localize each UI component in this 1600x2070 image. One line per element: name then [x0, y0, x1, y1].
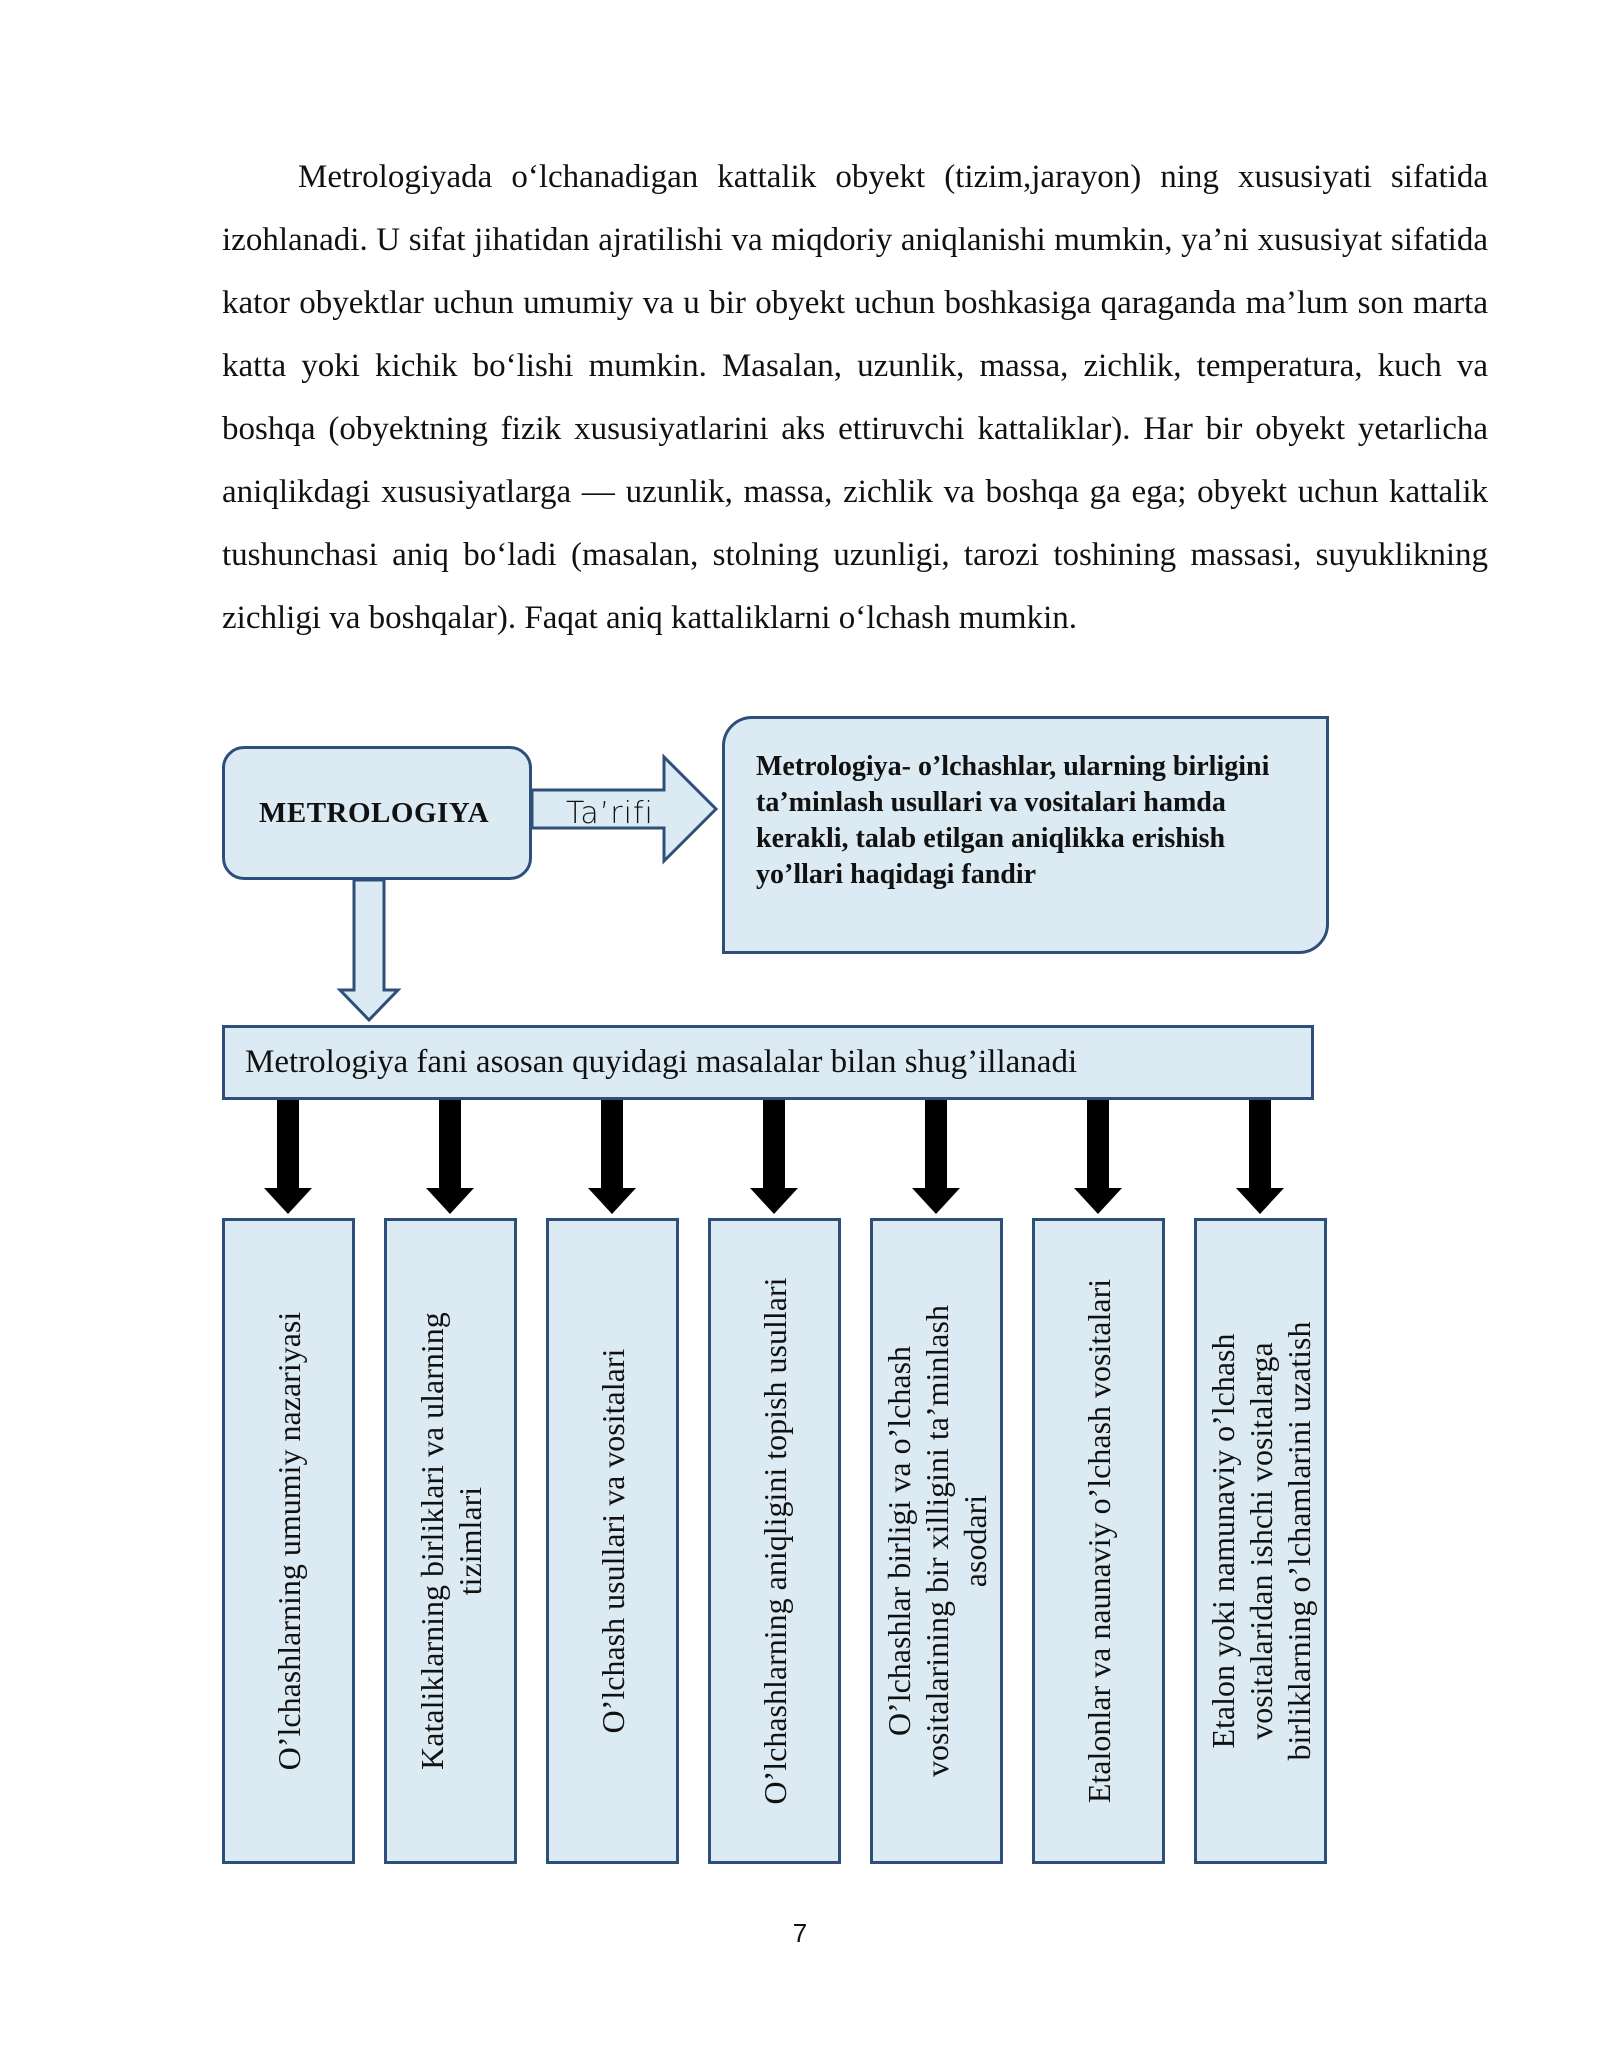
task-arrow-6: [1074, 1100, 1122, 1214]
task-label-4: O’lchashlarning aniqligini topish usullari: [756, 1277, 793, 1805]
task-arrow-5: [912, 1100, 960, 1214]
task-box-2: [384, 1218, 517, 1864]
page-number: 7: [792, 1918, 808, 1948]
definition-text: Metrologiya- o’lchashlar, ularning birligini ta’minlash usullari va vositalari hamda kerakli, talab etilgan aniqlikka erishish yo’llari haqidagi fandir: [756, 751, 1270, 890]
metrologiya-box: [222, 746, 532, 880]
tasks-heading: Metrologiya fani asosan quyidagi masalalar bilan shug’illanadi: [245, 1044, 1078, 1080]
task-label-7: Etalon yoki namunaviy o’lchash vositalaridan ishchi vositalarga birliklarning o’lchamlarini uzatish: [1204, 1321, 1317, 1761]
task-label-5: O’lchashlar birligi va o’lchash vositalarining bir xilligini ta’minlash asodari: [880, 1305, 993, 1777]
tasks-down-arrow: [340, 880, 398, 1020]
tarifi-label: Ta’rifi: [566, 796, 654, 831]
task-arrow-2: [426, 1100, 474, 1214]
task-label-3: O’lchash usullari va vositalari: [594, 1348, 631, 1734]
task-arrow-7: [1236, 1100, 1284, 1214]
task-label-1: O’lchashlarning umumiy nazariyasi: [270, 1311, 307, 1771]
task-box-5: [870, 1218, 1003, 1864]
task-arrows: [264, 1100, 1284, 1214]
task-label-2: Kataliklarning birliklari va ularning tizimlari: [413, 1312, 488, 1770]
tasks-heading-box: [222, 1025, 1314, 1100]
task-box-6: [1032, 1218, 1165, 1864]
task-box-1: [222, 1218, 355, 1864]
metrologiya-label: METROLOGIYA: [259, 796, 490, 829]
task-box-4: [708, 1218, 841, 1864]
task-arrow-1: [264, 1100, 312, 1214]
task-box-3: [546, 1218, 679, 1864]
task-box-7: [1194, 1218, 1327, 1864]
body-paragraph: Metrologiyada o‘lchanadigan kattalik obyekt (tizim,jarayon) ning xususiyati sifatida izohlanadi. U sifat jihatidan ajratilishi va miqdoriy aniqlanishi mumkin, ya’ni xususiyat sifatida kator obyektlar uchun umumiy va u bir obyekt uchun boshkasiga qaraganda ma’lum son marta katta yoki kichik bo‘lishi mumkin. Masalan, uzunlik, massa, zichlik, temperatura, kuch va boshqa (obyektning fizik xususiyatlarini aks ettiruvchi kattaliklar). Har bir obyekt yetarlicha aniqlikdagi xususiyatlarga — uzunlik, massa, zichlik va boshqa ga ega; obyekt uchun kattalik tushunchasi aniq bo‘ladi (masalan, stolning uzunligi, tarozi toshining massasi, suyuklikning zichligi va boshqalar). Faqat aniq kattaliklarni o‘lchash mumkin.: [222, 159, 1488, 636]
task-arrow-3: [588, 1100, 636, 1214]
task-label-6: Etalonlar va naunaviy o’lchash vositalari: [1080, 1278, 1117, 1804]
task-arrow-4: [750, 1100, 798, 1214]
definition-box: [722, 716, 1329, 954]
